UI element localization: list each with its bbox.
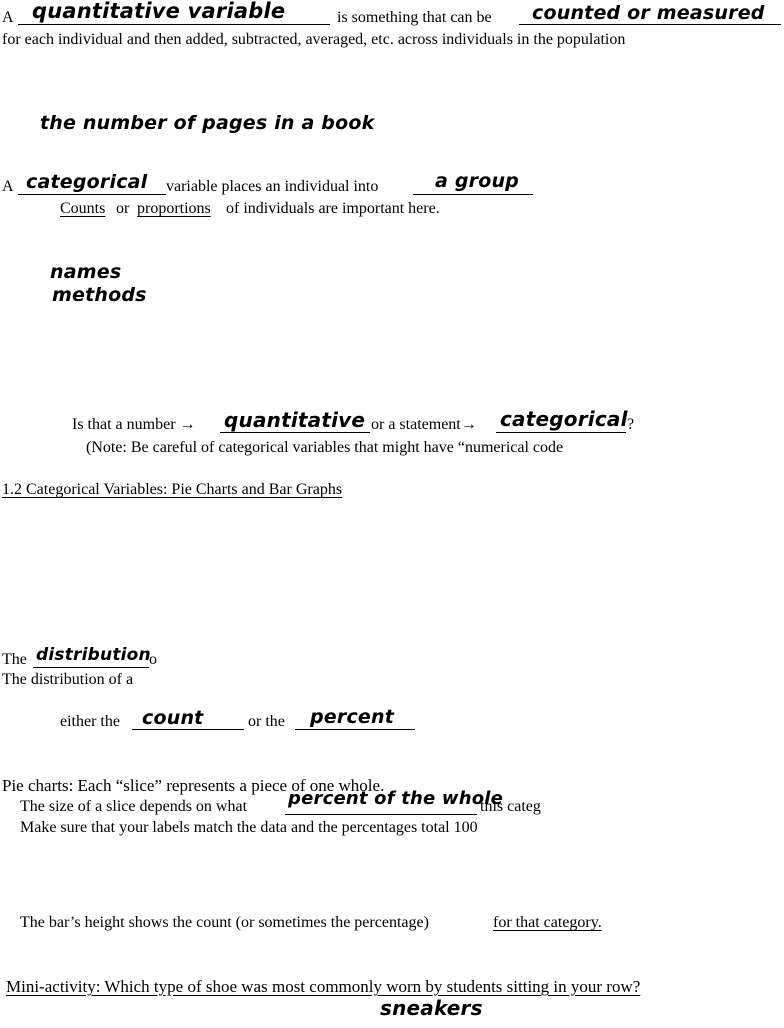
hw-methods: methods — [52, 284, 147, 306]
mini-activity: Mini-activity: Which type of shoe was most commonly worn by students sitting in your row? — [6, 977, 641, 996]
line9-either: either the — [60, 713, 120, 730]
line1-a: A — [2, 9, 14, 26]
hw-quantitative-variable: quantitative variable — [32, 0, 286, 23]
line4-counts: Counts — [60, 200, 106, 217]
blank-categorical2 — [496, 432, 626, 433]
hw-count: count — [142, 707, 204, 729]
hw-counted-or-measured: counted or measured — [532, 2, 765, 24]
line5-a: Is that a number → — [72, 416, 196, 433]
line8: The distribution of a — [2, 671, 134, 688]
line6: (Note: Be careful of categorical variables that might have “numerical code — [86, 439, 564, 456]
hw-a-group: a group — [435, 170, 519, 192]
pie-line2-b: this categ — [480, 798, 541, 815]
hw-percent-of-whole: percent of the whole — [288, 788, 504, 809]
line3-mid: variable places an individual into — [166, 178, 379, 195]
line4-proportions: proportions — [137, 200, 211, 217]
hw-categorical2: categorical — [500, 407, 628, 431]
line4-rest: of individuals are important here. — [226, 200, 440, 217]
pie-line1: Pie charts: Each “slice” represents a piece of one whole. — [2, 776, 385, 795]
pie-line2-a: The size of a slice depends on what — [20, 798, 248, 815]
blank-counted-measured — [519, 24, 781, 25]
hw-names: names — [50, 261, 122, 283]
line3-a: A — [2, 178, 14, 195]
hw-sneakers: sneakers — [380, 996, 483, 1020]
line5-c: ? — [627, 416, 635, 433]
line9-or: or the — [248, 713, 285, 730]
blank-group — [413, 194, 533, 195]
line1-mid: is something that can be — [337, 9, 492, 26]
hw-distribution: distribution — [36, 645, 151, 665]
hw-quantitative: quantitative — [224, 408, 366, 432]
pie-line3: Make sure that your labels match the data and the percentages total 100 — [20, 819, 478, 836]
blank-percent — [295, 729, 415, 730]
bar-line-a: The bar’s height shows the count (or sometimes the percentage) — [20, 914, 429, 931]
bar-line-b: for that category. — [493, 914, 602, 931]
blank-categorical — [18, 194, 166, 195]
blank-quantitative — [220, 432, 370, 433]
blank-percent-of-whole — [285, 814, 477, 815]
blank-count — [132, 729, 244, 730]
line5-b: or a statement→ — [371, 416, 477, 433]
line4-or: or — [116, 200, 130, 217]
line7-o: o — [149, 651, 157, 668]
blank-distribution — [33, 667, 149, 668]
line7-the: The — [2, 651, 27, 668]
hw-pages-example: the number of pages in a book — [40, 112, 375, 134]
hw-categorical: categorical — [26, 171, 148, 193]
line2: for each individual and then added, subtracted, averaged, etc. across individuals in the population — [2, 31, 626, 48]
blank-quantitative-variable — [18, 24, 330, 25]
hw-percent: percent — [310, 706, 395, 728]
section-heading: 1.2 Categorical Variables: Pie Charts and Bar Graphs — [2, 481, 343, 498]
